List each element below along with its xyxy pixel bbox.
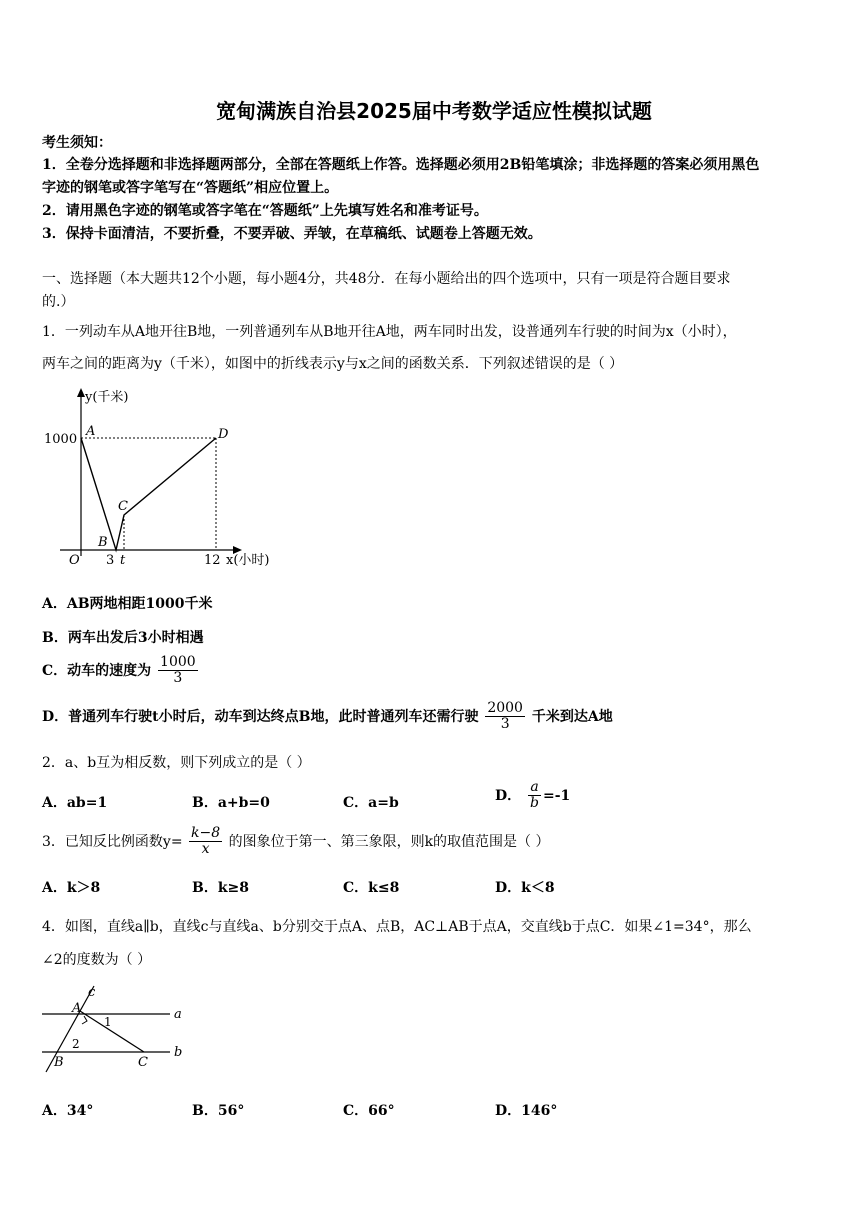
notice-item: 3．保持卡面清洁，不要折叠，不要弄破、弄皱，在草稿纸、试题卷上答题无效。	[42, 226, 542, 242]
fraction-denominator: 3	[173, 670, 183, 687]
notice-item: 字迹的钢笔或答字笔写在“答题纸”相应位置上。	[42, 180, 339, 196]
fraction-numerator: k−8	[191, 825, 221, 841]
y-axis-label: y(千米)	[85, 390, 129, 405]
x-axis-label: x(小时)	[226, 553, 270, 568]
fraction-denominator: 3	[500, 716, 510, 733]
option-c: C．k≤8	[343, 880, 400, 896]
figure-label: A	[72, 1001, 82, 1016]
question-4-stem: 4．如图，直线a∥b，直线c与直线a、b分别交于点A、点B，AC⊥AB于点A，交直线b于点C．如果∠1=34°，那么	[42, 919, 752, 935]
option-c-text: C．动车的速度为	[42, 662, 152, 679]
option-c	[42, 655, 200, 687]
option-b: B．k≥8	[192, 880, 250, 896]
section-heading-cont: 的.）	[42, 294, 75, 310]
notice-heading: 考生须知：	[42, 135, 112, 151]
x-tick-label: 3	[106, 553, 115, 568]
fraction-denominator: x	[201, 841, 210, 858]
fraction-numerator: 1000	[160, 654, 196, 670]
option-d: D．146°	[495, 1103, 558, 1119]
question-2-stem: 2．a、b互为相反数，则下列成立的是（ ）	[42, 755, 311, 771]
figure-label: c	[88, 985, 96, 1000]
y-tick-label: 1000	[44, 432, 78, 447]
point-label: A	[86, 424, 96, 439]
option-d-text: D．普通列车行驶t小时后，动车到达终点B地，此时普通列车还需行驶	[42, 708, 479, 725]
x-tick-label: t	[120, 553, 126, 568]
point-label: C	[118, 499, 128, 514]
fraction-numerator: a	[528, 780, 541, 796]
option-d: D．k＜8	[495, 880, 555, 896]
option-d-suffix: 千米到达A地	[531, 708, 613, 725]
question-3-text: 3．已知反比例函数y=	[42, 833, 183, 850]
option-b: B．a+b=0	[192, 795, 270, 811]
question-3-text-cont: 的图象位于第一、第三象限，则k的取值范围是（ ）	[228, 833, 550, 850]
figure-label: b	[174, 1045, 183, 1060]
option-b: B．56°	[192, 1103, 245, 1119]
question-1-stem-cont: 两车之间的距离为y（千米），如图中的折线表示y与x之间的函数关系．下列叙述错误的是（ ）	[42, 356, 624, 372]
option-a: A．ab=1	[42, 795, 108, 811]
fraction-denominator: b	[530, 795, 539, 812]
option-d-suffix: =-1	[542, 787, 571, 804]
question-1-stem: 1．一列动车从A地开往B地，一列普通列车从B地开往A地，两车同时出发，设普通列车行驶的时间为x（小时），	[42, 324, 737, 340]
option-d	[42, 701, 613, 733]
figure-label: a	[174, 1007, 182, 1022]
section-heading: 一、选择题（本大题共12个小题，每小题4分，共48分．在每小题给出的四个选项中，只有一项是符合题目要求	[42, 271, 731, 287]
fraction	[189, 826, 222, 858]
notice-item: 1．全卷分选择题和非选择题两部分，全部在答题纸上作答。选择题必须用2B铅笔填涂；非选择题的答案必须用黑色	[42, 157, 760, 173]
option-b: B．两车出发后3小时相遇	[42, 630, 204, 646]
distance-time-graph	[40, 380, 285, 575]
fraction-numerator: 2000	[487, 700, 523, 716]
fraction	[485, 701, 525, 733]
figure-label: 2	[72, 1037, 80, 1051]
option-a: A．AB两地相距1000千米	[42, 596, 213, 612]
fraction	[158, 655, 198, 687]
option-a: A．k＞8	[42, 880, 101, 896]
option-d-text: D．	[495, 787, 522, 804]
question-4-stem-cont: ∠2的度数为（ ）	[42, 952, 152, 968]
option-a: A．34°	[42, 1103, 94, 1119]
figure-label: C	[138, 1055, 148, 1070]
x-tick-label: 12	[204, 553, 221, 568]
page-title: 宽甸满族自治县2025届中考数学适应性模拟试题	[216, 99, 652, 123]
origin-label: O	[69, 553, 80, 568]
parallel-lines-figure	[38, 980, 198, 1075]
option-d	[495, 780, 570, 812]
figure-label: 1	[104, 1015, 112, 1029]
figure-label: B	[54, 1055, 64, 1070]
fraction	[528, 780, 541, 812]
point-label: D	[218, 427, 229, 442]
point-label: B	[98, 535, 108, 550]
question-3-stem	[42, 826, 550, 858]
option-c: C．a=b	[343, 795, 399, 811]
option-c: C．66°	[343, 1103, 395, 1119]
notice-item: 2．请用黑色字迹的钢笔或答字笔在“答题纸”上先填写姓名和准考证号。	[42, 203, 488, 219]
